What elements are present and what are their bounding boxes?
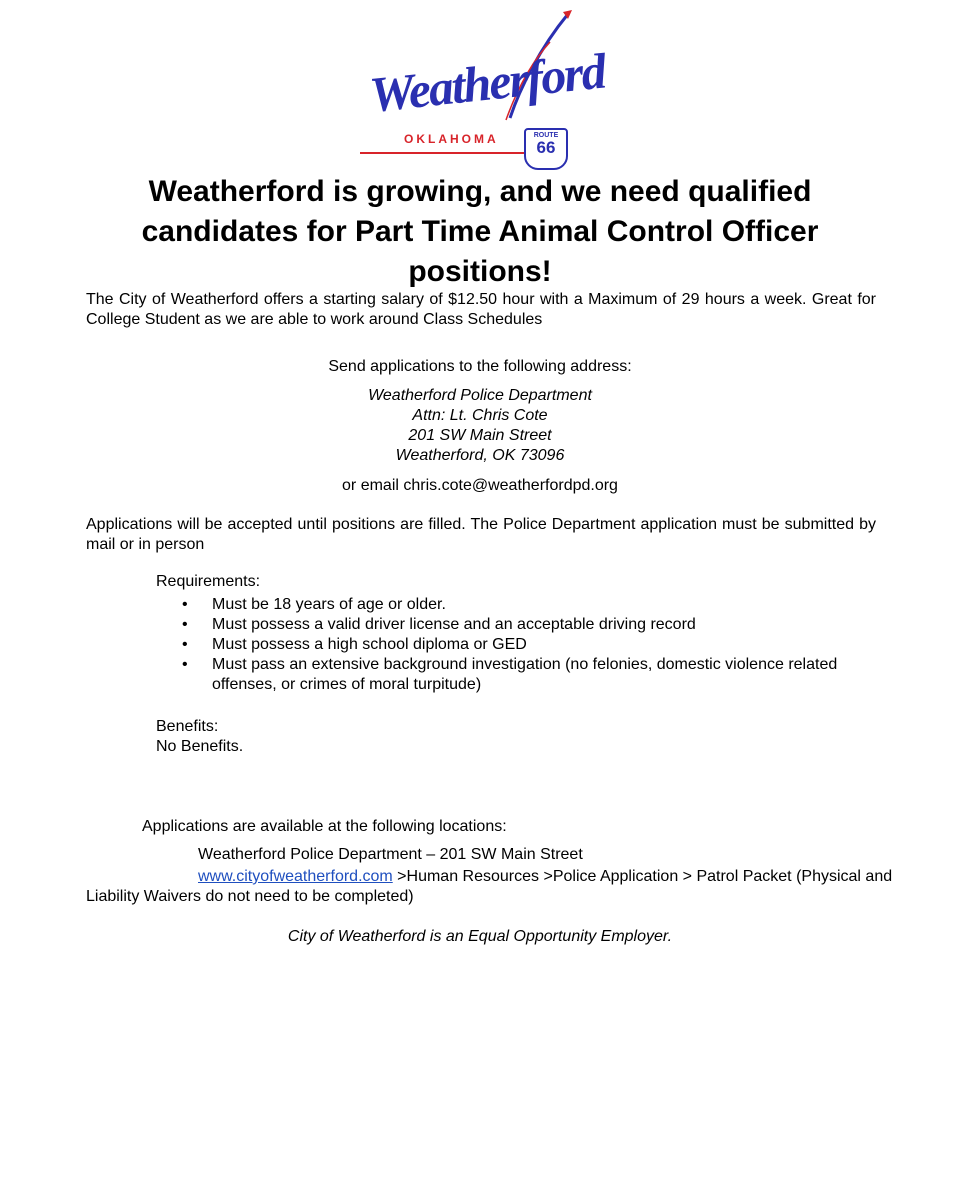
logo-state: OKLAHOMA <box>404 132 499 146</box>
benefits-value: No Benefits. <box>156 738 244 755</box>
website-path: >Human Resources >Police Application > Patrol Packet (Physical and Liability Waivers do not need to be completed) <box>86 868 893 905</box>
availability-heading: Applications are available at the following locations: <box>142 818 507 835</box>
send-heading: Send applications to the following address: <box>328 358 632 375</box>
logo-wordmark: Weatherford <box>367 42 608 123</box>
requirements-list <box>156 595 896 695</box>
city-website-link[interactable]: www.cityofweatherford.com <box>198 868 393 885</box>
benefits-section <box>156 717 243 757</box>
address-line-2: Attn: Lt. Chris Cote <box>412 407 548 424</box>
mailing-address <box>0 386 960 466</box>
address-line-3: 201 SW Main Street <box>408 427 552 444</box>
address-line-4: Weatherford, OK 73096 <box>395 447 565 464</box>
logo-underline <box>360 152 530 154</box>
email-line: or email chris.cote@weatherfordpd.org <box>342 477 618 494</box>
list-item: • Must possess a high school diploma or GED <box>182 636 527 653</box>
requirements-title: Requirements: <box>156 573 261 590</box>
bullet-icon: • <box>182 616 188 633</box>
bullet-icon: • <box>182 596 188 613</box>
bullet-icon: • <box>182 636 188 653</box>
location-website <box>86 867 926 907</box>
location-police-dept: Weatherford Police Department – 201 SW Main Street <box>198 846 583 863</box>
route-66-shield-icon <box>524 128 568 170</box>
list-item: • Must be 18 years of age or older. <box>182 596 446 613</box>
benefits-title: Benefits: <box>156 718 219 735</box>
route-label: ROUTE <box>533 132 559 139</box>
list-item: • Must pass an extensive background investigation (no felonies, domestic violence related offenses, or crimes of moral turpitude) <box>182 656 838 693</box>
route-number: 66 <box>536 138 556 157</box>
salary-paragraph: The City of Weatherford offers a starting salary of $12.50 hour with a Maximum of 29 hours a week. Great for College Student as we are able to work around Class Schedules <box>86 291 876 328</box>
page-title: Weatherford is growing, and we need qualified candidates for Part Time Animal Control Officer positions! <box>141 175 819 288</box>
list-item: • Must possess a valid driver license and an acceptable driving record <box>182 616 696 633</box>
weatherford-logo <box>360 8 608 168</box>
bullet-icon: • <box>182 656 188 673</box>
applications-note: Applications will be accepted until positions are filled. The Police Department application must be submitted by mail or in person <box>86 516 876 553</box>
address-line-1: Weatherford Police Department <box>368 387 592 404</box>
equal-opportunity-statement: City of Weatherford is an Equal Opportunity Employer. <box>287 928 673 945</box>
